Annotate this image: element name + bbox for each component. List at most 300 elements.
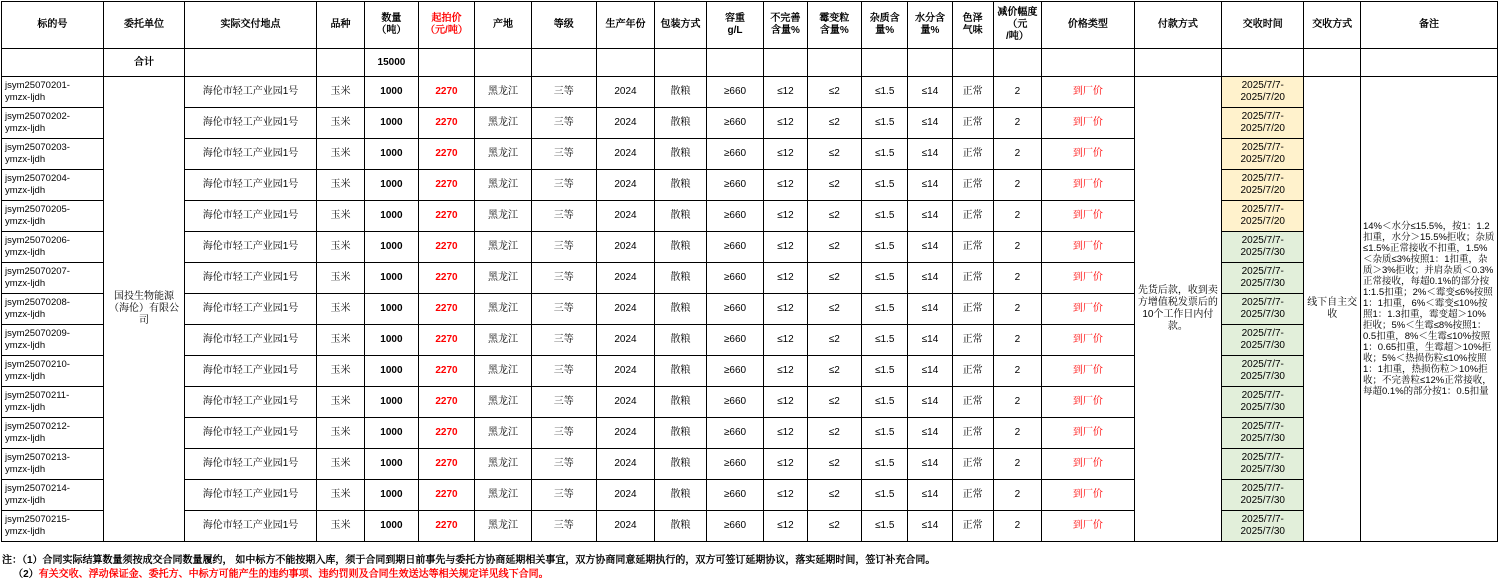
cell-delivery-time: 2025/7/7- 2025/7/30 <box>1222 325 1304 356</box>
cell-moldy-grains: ≤2 <box>807 480 862 511</box>
cell-bulk-density: ≥660 <box>706 139 764 170</box>
cell-moisture: ≤14 <box>908 77 952 108</box>
cell-delivery-location: 海伦市轻工产业园1号 <box>185 325 317 356</box>
cell-imperfect-grains: ≤12 <box>764 139 807 170</box>
cell-delivery-time: 2025/7/7- 2025/7/30 <box>1222 232 1304 263</box>
header-price-step: 减价幅度 （元 /吨） <box>993 2 1041 49</box>
cell-imperfect-grains: ≤12 <box>764 325 807 356</box>
cell-starting-price: 2270 <box>418 263 475 294</box>
cell-lot-id: jsym25070205- ymzx-ljdh <box>2 201 104 232</box>
cell-moldy-grains: ≤2 <box>807 511 862 542</box>
table-row <box>2 170 1498 201</box>
cell-moisture: ≤14 <box>908 356 952 387</box>
cell-variety: 玉米 <box>316 108 364 139</box>
footnote-2 <box>2 568 935 582</box>
cell-price-step: 2 <box>993 201 1041 232</box>
cell-price-step: 2 <box>993 139 1041 170</box>
header-origin: 产地 <box>475 2 532 49</box>
cell-quantity: 1000 <box>365 263 419 294</box>
cell-moldy-grains: ≤2 <box>807 77 862 108</box>
cell-grade: 三等 <box>531 511 596 542</box>
cell-color-odor: 正常 <box>952 108 993 139</box>
cell-delivery-time: 2025/7/7- 2025/7/30 <box>1222 387 1304 418</box>
cell-grade: 三等 <box>531 108 596 139</box>
cell-starting-price: 2270 <box>418 356 475 387</box>
cell-price-step: 2 <box>993 480 1041 511</box>
cell-bulk-density: ≥660 <box>706 108 764 139</box>
cell-grade: 三等 <box>531 263 596 294</box>
cell-variety: 玉米 <box>316 325 364 356</box>
cell-moisture: ≤14 <box>908 325 952 356</box>
cell-origin: 黑龙江 <box>475 108 532 139</box>
consignor-cell: 国投生物能源（海伦）有限公司 <box>103 77 184 542</box>
cell-quantity: 1000 <box>365 139 419 170</box>
cell-price-step: 2 <box>993 170 1041 201</box>
table-row <box>2 263 1498 294</box>
header-color-odor: 色泽 气味 <box>952 2 993 49</box>
cell-moisture: ≤14 <box>908 170 952 201</box>
cell-variety: 玉米 <box>316 263 364 294</box>
cell-starting-price: 2270 <box>418 232 475 263</box>
header-payment: 付款方式 <box>1134 2 1221 49</box>
cell-quantity: 1000 <box>365 325 419 356</box>
cell-production-year: 2024 <box>596 387 655 418</box>
cell-imperfect-grains: ≤12 <box>764 356 807 387</box>
cell-impurity: ≤1.5 <box>862 170 908 201</box>
cell-packing: 散粮 <box>655 263 706 294</box>
cell-grade: 三等 <box>531 387 596 418</box>
cell-price-type: 到厂价 <box>1042 449 1135 480</box>
header-delivery-method: 交收方式 <box>1304 2 1361 49</box>
cell-bulk-density: ≥660 <box>706 356 764 387</box>
cell-delivery-location: 海伦市轻工产业园1号 <box>185 232 317 263</box>
cell-lot-id: jsym25070204- ymzx-ljdh <box>2 170 104 201</box>
cell-impurity: ≤1.5 <box>862 108 908 139</box>
cell-impurity: ≤1.5 <box>862 356 908 387</box>
cell-packing: 散粮 <box>655 511 706 542</box>
cell-impurity: ≤1.5 <box>862 263 908 294</box>
cell-production-year: 2024 <box>596 77 655 108</box>
cell-price-type: 到厂价 <box>1042 294 1135 325</box>
cell-lot-id: jsym25070206- ymzx-ljdh <box>2 232 104 263</box>
cell-delivery-location: 海伦市轻工产业园1号 <box>185 294 317 325</box>
cell-delivery-location: 海伦市轻工产业园1号 <box>185 356 317 387</box>
cell-starting-price: 2270 <box>418 77 475 108</box>
cell-imperfect-grains: ≤12 <box>764 480 807 511</box>
cell-price-type: 到厂价 <box>1042 201 1135 232</box>
cell-starting-price: 2270 <box>418 449 475 480</box>
cell-delivery-location: 海伦市轻工产业园1号 <box>185 449 317 480</box>
cell-quantity: 1000 <box>365 108 419 139</box>
cell-production-year: 2024 <box>596 511 655 542</box>
cell-packing: 散粮 <box>655 232 706 263</box>
cell-lot-id: jsym25070214- ymzx-ljdh <box>2 480 104 511</box>
cell-delivery-time: 2025/7/7- 2025/7/30 <box>1222 356 1304 387</box>
cell-production-year: 2024 <box>596 418 655 449</box>
cell-color-odor: 正常 <box>952 170 993 201</box>
cell-delivery-time: 2025/7/7- 2025/7/20 <box>1222 201 1304 232</box>
cell-packing: 散粮 <box>655 449 706 480</box>
cell-production-year: 2024 <box>596 294 655 325</box>
cell-price-step: 2 <box>993 356 1041 387</box>
cell-impurity: ≤1.5 <box>862 418 908 449</box>
cell-color-odor: 正常 <box>952 418 993 449</box>
cell-lot-id: jsym25070215- ymzx-ljdh <box>2 511 104 542</box>
cell-quantity: 1000 <box>365 480 419 511</box>
cell-price-step: 2 <box>993 449 1041 480</box>
cell-moldy-grains: ≤2 <box>807 418 862 449</box>
cell-variety: 玉米 <box>316 387 364 418</box>
cell-color-odor: 正常 <box>952 263 993 294</box>
cell-quantity: 1000 <box>365 170 419 201</box>
cell-origin: 黑龙江 <box>475 232 532 263</box>
cell-packing: 散粮 <box>655 108 706 139</box>
cell-imperfect-grains: ≤12 <box>764 294 807 325</box>
cell-price-type: 到厂价 <box>1042 77 1135 108</box>
cell-price-step: 2 <box>993 511 1041 542</box>
cell-origin: 黑龙江 <box>475 201 532 232</box>
cell-origin: 黑龙江 <box>475 139 532 170</box>
cell-packing: 散粮 <box>655 77 706 108</box>
cell-lot-id: jsym25070211- ymzx-ljdh <box>2 387 104 418</box>
cell-packing: 散粮 <box>655 325 706 356</box>
cell-price-step: 2 <box>993 263 1041 294</box>
cell-production-year: 2024 <box>596 232 655 263</box>
cell-price-step: 2 <box>993 108 1041 139</box>
cell-moisture: ≤14 <box>908 201 952 232</box>
cell-impurity: ≤1.5 <box>862 294 908 325</box>
cell-production-year: 2024 <box>596 480 655 511</box>
cell-moldy-grains: ≤2 <box>807 294 862 325</box>
cell-delivery-time: 2025/7/7- 2025/7/30 <box>1222 449 1304 480</box>
cell-lot-id: jsym25070207- ymzx-ljdh <box>2 263 104 294</box>
cell-production-year: 2024 <box>596 170 655 201</box>
cell-bulk-density: ≥660 <box>706 511 764 542</box>
cell-impurity: ≤1.5 <box>862 449 908 480</box>
header-variety: 品种 <box>316 2 364 49</box>
cell-color-odor: 正常 <box>952 201 993 232</box>
cell-origin: 黑龙江 <box>475 387 532 418</box>
cell-quantity: 1000 <box>365 418 419 449</box>
cell-moldy-grains: ≤2 <box>807 139 862 170</box>
table-row <box>2 511 1498 542</box>
cell-delivery-location: 海伦市轻工产业园1号 <box>185 263 317 294</box>
header-quantity: 数量 （吨） <box>365 2 419 49</box>
table-row <box>2 356 1498 387</box>
cell-moldy-grains: ≤2 <box>807 170 862 201</box>
cell-price-step: 2 <box>993 325 1041 356</box>
cell-grade: 三等 <box>531 356 596 387</box>
cell-grade: 三等 <box>531 232 596 263</box>
cell-production-year: 2024 <box>596 201 655 232</box>
cell-bulk-density: ≥660 <box>706 201 764 232</box>
cell-variety: 玉米 <box>316 232 364 263</box>
cell-price-type: 到厂价 <box>1042 232 1135 263</box>
cell-starting-price: 2270 <box>418 108 475 139</box>
header-grade: 等级 <box>531 2 596 49</box>
cell-price-type: 到厂价 <box>1042 511 1135 542</box>
cell-delivery-time: 2025/7/7- 2025/7/20 <box>1222 77 1304 108</box>
cell-lot-id: jsym25070213- ymzx-ljdh <box>2 449 104 480</box>
cell-delivery-time: 2025/7/7- 2025/7/30 <box>1222 480 1304 511</box>
cell-starting-price: 2270 <box>418 418 475 449</box>
footnotes <box>2 554 935 582</box>
cell-variety: 玉米 <box>316 139 364 170</box>
header-consignor: 委托单位 <box>103 2 184 49</box>
cell-variety: 玉米 <box>316 201 364 232</box>
cell-grade: 三等 <box>531 418 596 449</box>
cell-starting-price: 2270 <box>418 387 475 418</box>
cell-bulk-density: ≥660 <box>706 449 764 480</box>
table-row <box>2 325 1498 356</box>
cell-quantity: 1000 <box>365 449 419 480</box>
cell-moisture: ≤14 <box>908 294 952 325</box>
cell-packing: 散粮 <box>655 294 706 325</box>
cell-variety: 玉米 <box>316 294 364 325</box>
cell-imperfect-grains: ≤12 <box>764 263 807 294</box>
cell-starting-price: 2270 <box>418 170 475 201</box>
delivery-method-cell: 线下自主交收 <box>1304 77 1361 542</box>
cell-bulk-density: ≥660 <box>706 294 764 325</box>
cell-moisture: ≤14 <box>908 387 952 418</box>
total-quantity: 15000 <box>365 49 419 77</box>
cell-moisture: ≤14 <box>908 480 952 511</box>
cell-packing: 散粮 <box>655 201 706 232</box>
cell-variety: 玉米 <box>316 356 364 387</box>
cell-price-type: 到厂价 <box>1042 356 1135 387</box>
cell-price-type: 到厂价 <box>1042 418 1135 449</box>
cell-production-year: 2024 <box>596 139 655 170</box>
cell-imperfect-grains: ≤12 <box>764 418 807 449</box>
cell-origin: 黑龙江 <box>475 170 532 201</box>
cell-grade: 三等 <box>531 480 596 511</box>
cell-color-odor: 正常 <box>952 449 993 480</box>
cell-impurity: ≤1.5 <box>862 232 908 263</box>
table-row <box>2 201 1498 232</box>
cell-variety: 玉米 <box>316 170 364 201</box>
cell-lot-id: jsym25070208- ymzx-ljdh <box>2 294 104 325</box>
cell-packing: 散粮 <box>655 139 706 170</box>
cell-lot-id: jsym25070212- ymzx-ljdh <box>2 418 104 449</box>
cell-grade: 三等 <box>531 201 596 232</box>
cell-lot-id: jsym25070210- ymzx-ljdh <box>2 356 104 387</box>
cell-price-step: 2 <box>993 418 1041 449</box>
cell-imperfect-grains: ≤12 <box>764 201 807 232</box>
cell-quantity: 1000 <box>365 511 419 542</box>
footnote-2-text: 有关交收、浮动保证金、委托方、中标方可能产生的违约事项、违约罚则及合同生效送达等相关规定详见线下合同。 <box>38 569 549 580</box>
table-row <box>2 77 1498 108</box>
header-moldy-grains: 霉变粒 含量% <box>807 2 862 49</box>
cell-delivery-location: 海伦市轻工产业园1号 <box>185 387 317 418</box>
cell-delivery-location: 海伦市轻工产业园1号 <box>185 77 317 108</box>
cell-delivery-location: 海伦市轻工产业园1号 <box>185 108 317 139</box>
total-row <box>2 49 1498 77</box>
cell-color-odor: 正常 <box>952 325 993 356</box>
cell-packing: 散粮 <box>655 356 706 387</box>
header-row <box>2 2 1498 49</box>
cell-delivery-time: 2025/7/7- 2025/7/30 <box>1222 418 1304 449</box>
cell-impurity: ≤1.5 <box>862 480 908 511</box>
cell-imperfect-grains: ≤12 <box>764 232 807 263</box>
cell-color-odor: 正常 <box>952 294 993 325</box>
cell-color-odor: 正常 <box>952 232 993 263</box>
header-moisture: 水分含 量% <box>908 2 952 49</box>
table-row <box>2 418 1498 449</box>
cell-grade: 三等 <box>531 325 596 356</box>
cell-impurity: ≤1.5 <box>862 77 908 108</box>
cell-delivery-location: 海伦市轻工产业园1号 <box>185 139 317 170</box>
cell-price-step: 2 <box>993 232 1041 263</box>
auction-table <box>1 1 1498 542</box>
cell-price-step: 2 <box>993 77 1041 108</box>
cell-moldy-grains: ≤2 <box>807 387 862 418</box>
cell-moldy-grains: ≤2 <box>807 449 862 480</box>
cell-color-odor: 正常 <box>952 480 993 511</box>
header-production-year: 生产年份 <box>596 2 655 49</box>
footnote-1: 注：（1）合同实际结算数量须按成交合同数量履约， 如中标方不能按期入库，须于合同到期日前事先与委托方协商延期相关事宜，双方协商同意延期执行的，双方可签订延期协议，落实延期时间，签订补充合同。 <box>2 555 936 566</box>
cell-moldy-grains: ≤2 <box>807 325 862 356</box>
cell-delivery-time: 2025/7/7- 2025/7/30 <box>1222 263 1304 294</box>
table-row <box>2 294 1498 325</box>
header-remarks: 备注 <box>1360 2 1497 49</box>
cell-moisture: ≤14 <box>908 418 952 449</box>
cell-variety: 玉米 <box>316 77 364 108</box>
cell-price-step: 2 <box>993 294 1041 325</box>
table-row <box>2 387 1498 418</box>
cell-price-type: 到厂价 <box>1042 108 1135 139</box>
cell-starting-price: 2270 <box>418 511 475 542</box>
cell-moisture: ≤14 <box>908 511 952 542</box>
cell-imperfect-grains: ≤12 <box>764 449 807 480</box>
cell-lot-id: jsym25070209- ymzx-ljdh <box>2 325 104 356</box>
header-imperfect-grains: 不完善 含量% <box>764 2 807 49</box>
cell-delivery-time: 2025/7/7- 2025/7/20 <box>1222 108 1304 139</box>
table-row <box>2 108 1498 139</box>
header-delivery-location: 实际交付地点 <box>185 2 317 49</box>
cell-moisture: ≤14 <box>908 263 952 294</box>
table-row <box>2 449 1498 480</box>
cell-quantity: 1000 <box>365 201 419 232</box>
cell-packing: 散粮 <box>655 480 706 511</box>
cell-bulk-density: ≥660 <box>706 387 764 418</box>
cell-starting-price: 2270 <box>418 139 475 170</box>
cell-variety: 玉米 <box>316 511 364 542</box>
cell-color-odor: 正常 <box>952 387 993 418</box>
cell-moldy-grains: ≤2 <box>807 356 862 387</box>
cell-bulk-density: ≥660 <box>706 232 764 263</box>
cell-impurity: ≤1.5 <box>862 139 908 170</box>
cell-impurity: ≤1.5 <box>862 387 908 418</box>
cell-delivery-location: 海伦市轻工产业园1号 <box>185 511 317 542</box>
header-delivery-time: 交收时间 <box>1222 2 1304 49</box>
cell-origin: 黑龙江 <box>475 77 532 108</box>
cell-delivery-time: 2025/7/7- 2025/7/30 <box>1222 294 1304 325</box>
cell-variety: 玉米 <box>316 480 364 511</box>
cell-bulk-density: ≥660 <box>706 170 764 201</box>
table-row <box>2 232 1498 263</box>
cell-production-year: 2024 <box>596 263 655 294</box>
cell-delivery-time: 2025/7/7- 2025/7/30 <box>1222 511 1304 542</box>
cell-moisture: ≤14 <box>908 139 952 170</box>
footnote-2-number: （2） <box>13 569 39 580</box>
cell-color-odor: 正常 <box>952 356 993 387</box>
cell-moldy-grains: ≤2 <box>807 232 862 263</box>
cell-grade: 三等 <box>531 449 596 480</box>
cell-grade: 三等 <box>531 294 596 325</box>
table-row <box>2 139 1498 170</box>
cell-starting-price: 2270 <box>418 325 475 356</box>
cell-imperfect-grains: ≤12 <box>764 387 807 418</box>
cell-production-year: 2024 <box>596 356 655 387</box>
cell-origin: 黑龙江 <box>475 294 532 325</box>
cell-color-odor: 正常 <box>952 511 993 542</box>
cell-quantity: 1000 <box>365 232 419 263</box>
cell-quantity: 1000 <box>365 77 419 108</box>
cell-delivery-time: 2025/7/7- 2025/7/20 <box>1222 139 1304 170</box>
cell-delivery-location: 海伦市轻工产业园1号 <box>185 418 317 449</box>
cell-color-odor: 正常 <box>952 77 993 108</box>
cell-production-year: 2024 <box>596 108 655 139</box>
cell-price-type: 到厂价 <box>1042 170 1135 201</box>
cell-quantity: 1000 <box>365 294 419 325</box>
cell-imperfect-grains: ≤12 <box>764 170 807 201</box>
cell-packing: 散粮 <box>655 387 706 418</box>
cell-origin: 黑龙江 <box>475 480 532 511</box>
cell-origin: 黑龙江 <box>475 356 532 387</box>
cell-price-type: 到厂价 <box>1042 139 1135 170</box>
cell-grade: 三等 <box>531 170 596 201</box>
cell-bulk-density: ≥660 <box>706 418 764 449</box>
cell-price-type: 到厂价 <box>1042 325 1135 356</box>
cell-moldy-grains: ≤2 <box>807 108 862 139</box>
cell-delivery-location: 海伦市轻工产业园1号 <box>185 201 317 232</box>
cell-price-type: 到厂价 <box>1042 480 1135 511</box>
cell-delivery-time: 2025/7/7- 2025/7/20 <box>1222 170 1304 201</box>
cell-price-type: 到厂价 <box>1042 387 1135 418</box>
cell-starting-price: 2270 <box>418 201 475 232</box>
cell-moisture: ≤14 <box>908 449 952 480</box>
cell-imperfect-grains: ≤12 <box>764 77 807 108</box>
cell-impurity: ≤1.5 <box>862 325 908 356</box>
cell-imperfect-grains: ≤12 <box>764 108 807 139</box>
cell-bulk-density: ≥660 <box>706 263 764 294</box>
cell-packing: 散粮 <box>655 170 706 201</box>
total-label: 合计 <box>103 49 184 77</box>
cell-packing: 散粮 <box>655 418 706 449</box>
remarks-cell: 14%＜水分≤15.5%，按1：1.2扣重，水分＞15.5%拒收；杂质≤1.5%正常接收不扣重，1.5%＜杂质≤3%按照1：1扣重，杂质＞3%拒收；并肩杂质＜0.3%正常接收，每超0.1%的部分按1:1.5扣重；2%＜霉变≤6%按照1：1扣重，6%＜霉变≤10%按照1：1.3扣重，霉变超＞10%拒收；5%＜生霉≤8%按照1：0.5扣重，8%＜生霉≤10%按照1：0.65扣重，生霉超＞10%拒收；5%＜热损伤粒≤10%按照1：1扣重，热损伤粒＞10%拒收；不完善粒≤12%正常接收，每超0.1%的部分按1：0.5扣量 <box>1360 77 1497 542</box>
cell-production-year: 2024 <box>596 449 655 480</box>
cell-bulk-density: ≥660 <box>706 325 764 356</box>
header-impurity: 杂质含 量% <box>862 2 908 49</box>
cell-moisture: ≤14 <box>908 232 952 263</box>
cell-quantity: 1000 <box>365 387 419 418</box>
cell-bulk-density: ≥660 <box>706 480 764 511</box>
cell-starting-price: 2270 <box>418 480 475 511</box>
cell-imperfect-grains: ≤12 <box>764 511 807 542</box>
header-price-type: 价格类型 <box>1042 2 1135 49</box>
header-packing: 包装方式 <box>655 2 706 49</box>
cell-delivery-location: 海伦市轻工产业园1号 <box>185 480 317 511</box>
cell-lot-id: jsym25070201- ymzx-ljdh <box>2 77 104 108</box>
cell-origin: 黑龙江 <box>475 511 532 542</box>
cell-variety: 玉米 <box>316 449 364 480</box>
cell-moldy-grains: ≤2 <box>807 201 862 232</box>
cell-grade: 三等 <box>531 139 596 170</box>
cell-price-type: 到厂价 <box>1042 263 1135 294</box>
payment-terms-cell: 先货后款，收到卖方增值税发票后的10个工作日内付款。 <box>1134 77 1221 542</box>
cell-quantity: 1000 <box>365 356 419 387</box>
cell-bulk-density: ≥660 <box>706 77 764 108</box>
